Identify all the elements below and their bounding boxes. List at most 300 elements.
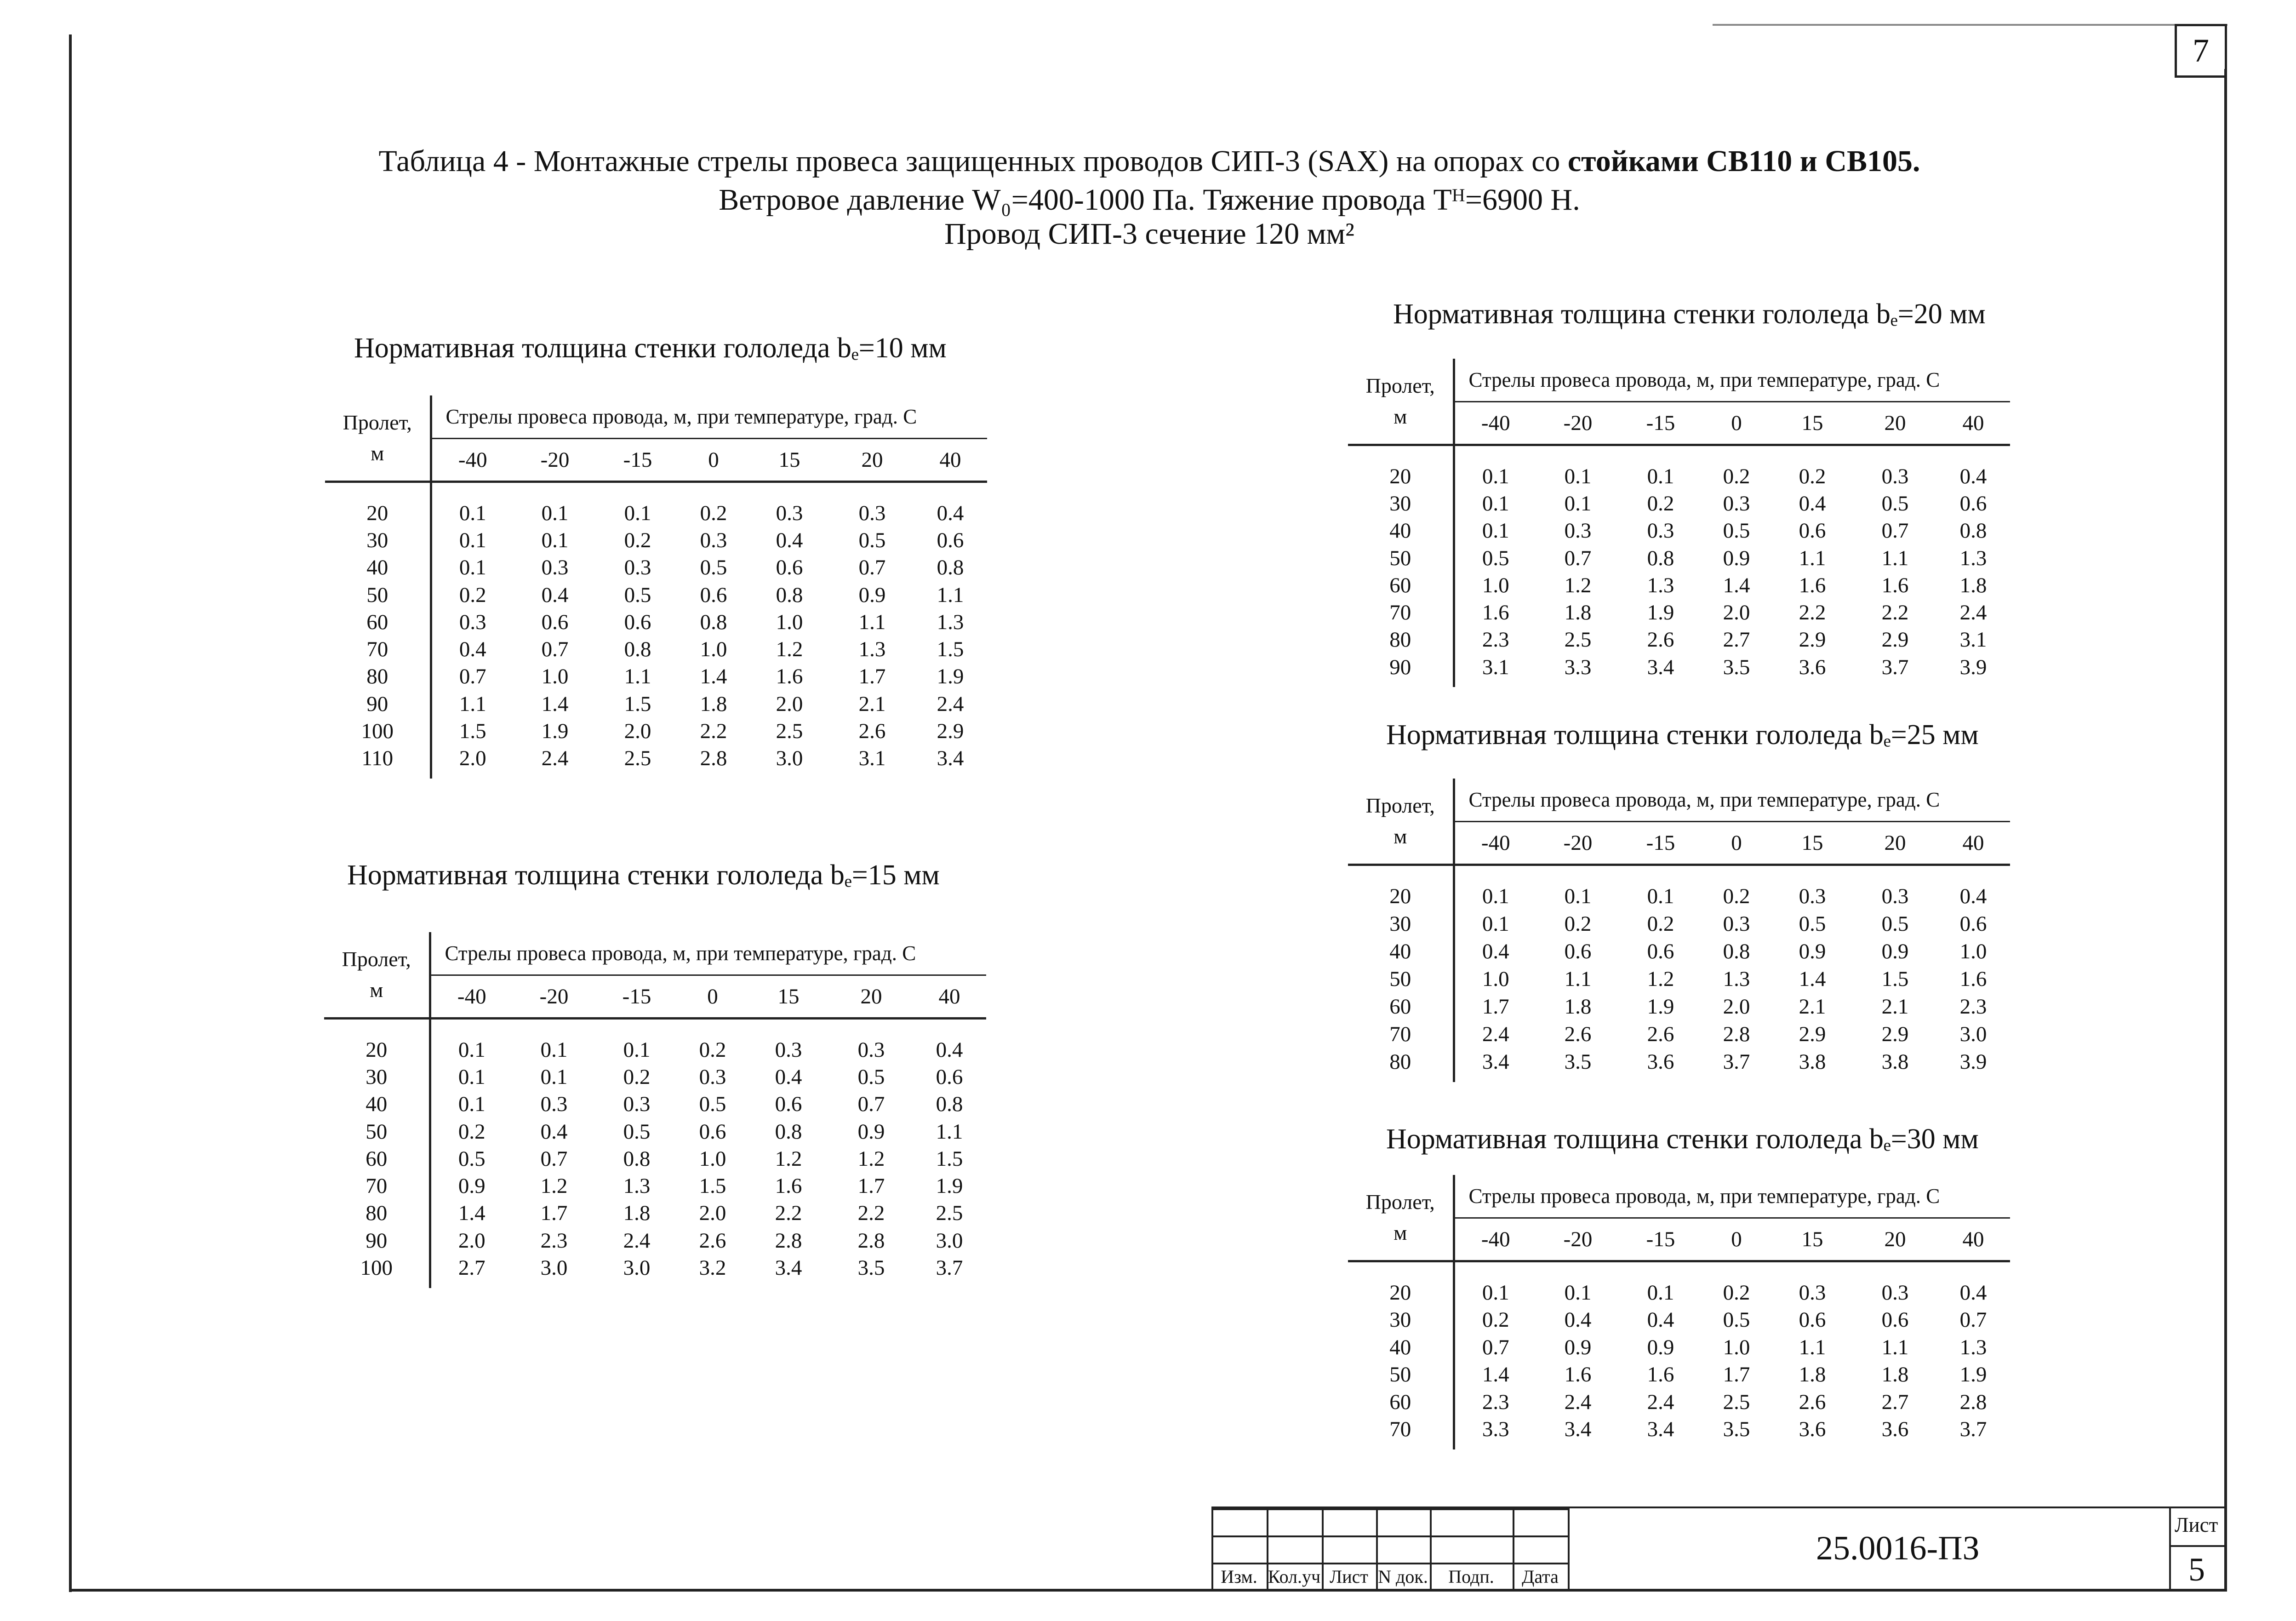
- sag-value: 0.1: [1482, 884, 1509, 908]
- sag-value: 3.4: [775, 1256, 802, 1280]
- sag-value: 0.9: [1647, 1335, 1674, 1359]
- sag-value: 3.0: [540, 1256, 568, 1280]
- sag-value: 1.3: [937, 610, 964, 634]
- sag-value: 2.7: [1881, 1390, 1909, 1414]
- spacer-cell: [1454, 681, 1536, 687]
- spacer-cell: [679, 482, 748, 500]
- table-row: [325, 554, 987, 581]
- span-value: 30: [1348, 1306, 1454, 1334]
- temperature-header: 20: [830, 975, 913, 1019]
- sag-value: 2.1: [1881, 995, 1909, 1019]
- sag-value: 0.9: [1723, 546, 1750, 570]
- spacer-cell: [1702, 681, 1771, 687]
- spacer-cell: [678, 1019, 747, 1037]
- sag-header-label: Стрелы провеса провода, м, при температуре, град. С: [431, 395, 987, 439]
- temperature-header: -40: [431, 439, 514, 482]
- sag-value: 2.6: [1647, 1022, 1674, 1046]
- span-value: 110: [325, 745, 431, 772]
- spacer-cell: [914, 482, 987, 500]
- sag-header-label: Стрелы провеса провода, м, при температуре, град. С: [1454, 359, 2010, 402]
- table-row: [1348, 490, 2010, 517]
- sag-value: 1.9: [1647, 601, 1674, 625]
- sag-value: 0.8: [623, 1146, 651, 1171]
- spacer-cell: [914, 772, 987, 779]
- sag-value: 2.4: [1482, 1022, 1509, 1046]
- spacer-cell: [1454, 865, 1536, 883]
- sag-value: 0.7: [858, 556, 886, 580]
- sag-value: 0.9: [1799, 939, 1826, 963]
- frame-right-border: [2224, 69, 2227, 1592]
- spacer-cell: [596, 482, 679, 500]
- sag-value: 1.2: [1647, 967, 1674, 991]
- spacer-cell: [747, 1282, 830, 1288]
- sag-value: 1.1: [1564, 967, 1592, 991]
- table-row: [325, 527, 987, 554]
- sag-value: 1.4: [1723, 573, 1750, 597]
- sag-table-20mm: [1348, 359, 2010, 687]
- temperature-header: 15: [1771, 1218, 1854, 1261]
- sag-value: 3.8: [1881, 1050, 1909, 1074]
- sag-value: 0.2: [1799, 464, 1826, 488]
- sag-value: 0.8: [624, 637, 651, 662]
- sag-value: 0.3: [1799, 1280, 1826, 1305]
- sag-value: 1.0: [1482, 573, 1509, 597]
- sag-value: 3.6: [1647, 1050, 1674, 1074]
- sag-value: 0.1: [540, 1065, 568, 1089]
- sag-value: 0.8: [1723, 939, 1750, 963]
- sag-value: 2.5: [624, 746, 651, 771]
- sag-value: 0.1: [1482, 519, 1509, 543]
- sag-value: 3.3: [1564, 655, 1592, 679]
- sag-value: 1.3: [1959, 1335, 1987, 1359]
- table-row: [324, 1227, 986, 1254]
- sag-value: 1.5: [459, 719, 486, 744]
- sag-value: 1.9: [541, 719, 569, 744]
- temperature-header: 40: [1936, 822, 2010, 865]
- sag-value: 3.6: [1799, 1417, 1826, 1442]
- spacer-cell: [430, 1282, 513, 1288]
- sag-value: 2.0: [458, 1228, 485, 1253]
- spacer-cell: [1771, 445, 1854, 463]
- table-row: [1348, 517, 2010, 544]
- sag-value: 0.6: [775, 1092, 802, 1117]
- span-header-unit: м: [1394, 1220, 1407, 1244]
- spacer-cell: [1454, 1261, 1536, 1279]
- table-title-15mm: Нормативная толщина стенки гололеда bₑ=15 мм: [347, 859, 940, 891]
- sag-value: 1.7: [857, 1174, 885, 1198]
- table-title-10mm: Нормативная толщина стенки гололеда bₑ=10 мм: [354, 332, 947, 364]
- sag-value: 1.5: [1881, 967, 1909, 991]
- sag-value: 1.7: [540, 1201, 568, 1226]
- sag-value: 3.5: [1723, 655, 1750, 679]
- spacer-cell: [1454, 1443, 1536, 1449]
- spacer-cell: [679, 772, 748, 779]
- table-row: [1348, 910, 2010, 938]
- sag-value: 3.0: [776, 746, 803, 771]
- span-value: 20: [324, 1036, 430, 1063]
- sag-value: 3.9: [1959, 655, 1987, 679]
- spacer-cell: [1771, 681, 1854, 687]
- sag-header-label: Стрелы провеса провода, м, при температуре, град. С: [430, 932, 986, 975]
- sag-value: 3.6: [1799, 655, 1826, 679]
- sag-value: 3.2: [699, 1256, 726, 1280]
- spacer-cell: [431, 482, 514, 500]
- table-row: [325, 717, 987, 745]
- sag-value: 0.4: [937, 501, 964, 525]
- table-row: [325, 608, 987, 636]
- span-header-unit: м: [1394, 404, 1407, 428]
- sag-value: 0.5: [624, 583, 651, 607]
- sag-value: 0.3: [858, 501, 886, 525]
- spacer-cell: [1936, 1261, 2010, 1279]
- sag-value: 1.0: [699, 1146, 726, 1171]
- sag-value: 2.8: [700, 746, 727, 771]
- table-row: [324, 1254, 986, 1281]
- sag-value: 1.4: [458, 1201, 485, 1226]
- sag-value: 2.5: [1723, 1390, 1750, 1414]
- spacer-cell: [431, 772, 514, 779]
- span-value: 70: [1348, 1020, 1454, 1048]
- temperature-header: 20: [1854, 822, 1936, 865]
- sag-value: 0.4: [1959, 464, 1987, 488]
- sag-value: 2.9: [1799, 628, 1826, 652]
- spacer-cell: [1348, 865, 1454, 883]
- sag-value: 0.9: [458, 1174, 485, 1198]
- frame-left-border: [69, 34, 72, 1592]
- sag-value: 0.7: [1482, 1335, 1509, 1359]
- sag-value: 3.4: [1564, 1417, 1592, 1442]
- sag-value: 2.2: [700, 719, 727, 744]
- temperature-header: 0: [1702, 822, 1771, 865]
- spacer-cell: [831, 482, 914, 500]
- spacer-cell: [1854, 865, 1936, 883]
- spacer-cell: [1536, 1076, 1619, 1082]
- sag-value: 1.0: [1959, 939, 1987, 963]
- sag-value: 2.0: [1723, 601, 1750, 625]
- temperature-header: -20: [1536, 402, 1619, 445]
- sag-value: 0.6: [1647, 939, 1674, 963]
- spacer-cell: [1454, 1076, 1536, 1082]
- temperature-header: 0: [678, 975, 747, 1019]
- sheet-number: 5: [2188, 1551, 2205, 1588]
- span-value: 60: [1348, 1388, 1454, 1416]
- temperature-header: -40: [1454, 822, 1536, 865]
- sag-value: 1.2: [857, 1146, 885, 1171]
- temperature-header: 40: [914, 439, 987, 482]
- sag-value: 0.3: [540, 1092, 568, 1117]
- page-number: 7: [2193, 32, 2209, 69]
- sag-value: 3.3: [1482, 1417, 1509, 1442]
- sag-value: 1.2: [775, 1146, 802, 1171]
- sag-value: 0.2: [623, 1065, 651, 1089]
- temperature-header: -15: [1619, 822, 1702, 865]
- sag-value: 2.2: [1881, 601, 1909, 625]
- title-block-column-label: Лист: [1330, 1566, 1368, 1587]
- spacer-cell: [1771, 1076, 1854, 1082]
- table-title-25mm: Нормативная толщина стенки гололеда bₑ=25 мм: [1386, 719, 1979, 750]
- sag-value: 1.7: [858, 664, 886, 689]
- sag-value: 1.3: [858, 637, 886, 662]
- spacer-cell: [1348, 681, 1454, 687]
- span-value: 40: [1348, 1334, 1454, 1361]
- spacer-cell: [1619, 1443, 1702, 1449]
- spacer-cell: [1771, 1443, 1854, 1449]
- sag-value: 0.3: [1881, 1280, 1909, 1305]
- spacer-cell: [1536, 1443, 1619, 1449]
- span-header-cell: [325, 395, 431, 482]
- caption-bold: стойками СВ110 и СВ105.: [1567, 144, 1920, 178]
- sag-value: 0.1: [1482, 1280, 1509, 1305]
- temperature-header: 40: [1936, 402, 2010, 445]
- sag-value: 0.8: [775, 1119, 802, 1144]
- span-value: 90: [325, 690, 431, 717]
- sag-value: 0.1: [459, 528, 486, 552]
- temperature-header: -40: [1454, 1218, 1536, 1261]
- sag-value: 0.3: [699, 1065, 726, 1089]
- span-value: 90: [1348, 653, 1454, 681]
- span-header-cell: [1348, 359, 1454, 445]
- sag-value: 1.5: [624, 692, 651, 716]
- span-value: 20: [1348, 463, 1454, 490]
- sag-value: 0.3: [775, 1037, 802, 1062]
- temperature-header: 20: [1854, 1218, 1936, 1261]
- sag-value: 0.1: [458, 1037, 485, 1062]
- sag-value: 1.9: [937, 664, 964, 689]
- sag-value: 0.1: [1564, 1280, 1592, 1305]
- spacer-cell: [1619, 865, 1702, 883]
- sag-value: 0.5: [1881, 912, 1909, 936]
- sag-value: 3.0: [936, 1228, 963, 1253]
- sag-value: 1.5: [936, 1146, 963, 1171]
- caption-line-2: Ветровое давление W₀=400-1000 Па. Тяжение провода Tᴴ=6900 Н.: [719, 183, 1580, 217]
- sag-value: 0.9: [858, 583, 886, 607]
- span-header-cell: [1348, 779, 1454, 865]
- sag-value: 2.8: [1723, 1022, 1750, 1046]
- sag-value: 1.1: [1799, 546, 1826, 570]
- spacer-cell: [1536, 445, 1619, 463]
- page-number-box: [2175, 24, 2227, 78]
- spacer-cell: [595, 1019, 678, 1037]
- sag-value: 0.2: [1564, 912, 1592, 936]
- span-value: 20: [1348, 882, 1454, 910]
- span-value: 20: [325, 499, 431, 527]
- table-row: [1348, 1048, 2010, 1076]
- sheet-label: Лист: [2175, 1513, 2218, 1536]
- spacer-cell: [748, 482, 831, 500]
- sag-value: 0.4: [1799, 491, 1826, 516]
- sag-value: 2.3: [1482, 628, 1509, 652]
- spacer-cell: [1619, 1076, 1702, 1082]
- span-value: 80: [325, 663, 431, 690]
- spacer-cell: [1702, 1261, 1771, 1279]
- spacer-cell: [1771, 865, 1854, 883]
- spacer-cell: [1936, 445, 2010, 463]
- sag-value: 0.4: [540, 1119, 568, 1144]
- sag-value: 2.1: [858, 692, 886, 716]
- temperature-header: 40: [913, 975, 986, 1019]
- sag-value: 0.1: [459, 556, 486, 580]
- sag-value: 1.0: [700, 637, 727, 662]
- span-header-cell: [1348, 1175, 1454, 1261]
- sag-value: 0.4: [1959, 884, 1987, 908]
- sag-value: 0.5: [699, 1092, 726, 1117]
- sag-value: 3.4: [1482, 1050, 1509, 1074]
- sag-value: 0.1: [541, 528, 569, 552]
- sag-value: 2.0: [776, 692, 803, 716]
- sag-header-label: Стрелы провеса провода, м, при температуре, град. С: [1454, 1175, 2010, 1218]
- sag-value: 0.3: [1881, 464, 1909, 488]
- span-value: 30: [325, 527, 431, 554]
- temperature-header: -20: [1536, 822, 1619, 865]
- sag-value: 0.2: [1723, 1280, 1750, 1305]
- table-row: [1348, 1279, 2010, 1306]
- table-row: [1348, 965, 2010, 993]
- sag-value: 0.2: [1723, 464, 1750, 488]
- sag-value: 0.5: [1723, 519, 1750, 543]
- sag-value: 2.4: [1564, 1390, 1592, 1414]
- sag-value: 3.7: [1723, 1050, 1750, 1074]
- sag-value: 2.4: [937, 692, 964, 716]
- sag-value: 1.3: [1959, 546, 1987, 570]
- sag-value: 0.3: [857, 1037, 885, 1062]
- sag-value: 1.7: [1482, 995, 1509, 1019]
- spacer-cell: [1454, 445, 1536, 463]
- sag-value: 1.1: [858, 610, 886, 634]
- sag-value: 3.0: [623, 1256, 651, 1280]
- span-value: 90: [324, 1227, 430, 1254]
- table-row: [1348, 1306, 2010, 1334]
- sag-value: 2.5: [1564, 628, 1592, 652]
- sag-value: 2.7: [458, 1256, 485, 1280]
- spacer-cell: [1854, 1261, 1936, 1279]
- sag-value: 0.3: [1723, 912, 1750, 936]
- sag-value: 2.4: [1647, 1390, 1674, 1414]
- table-row: [324, 1063, 986, 1090]
- sag-value: 0.8: [776, 583, 803, 607]
- sag-value: 1.6: [775, 1174, 802, 1198]
- sag-value: 1.8: [1881, 1363, 1909, 1387]
- spacer-cell: [1536, 1261, 1619, 1279]
- sag-value: 0.5: [458, 1146, 485, 1171]
- temperature-header: -20: [1536, 1218, 1619, 1261]
- spacer-cell: [1619, 1261, 1702, 1279]
- sag-value: 3.5: [857, 1256, 885, 1280]
- sag-value: 2.0: [1723, 995, 1750, 1019]
- span-value: 70: [325, 636, 431, 663]
- table-row: [1348, 626, 2010, 653]
- sag-value: 0.7: [1564, 546, 1592, 570]
- sag-value: 2.0: [459, 746, 486, 771]
- span-value: 70: [1348, 1416, 1454, 1443]
- sag-value: 3.8: [1799, 1050, 1826, 1074]
- sag-value: 0.3: [700, 528, 727, 552]
- sag-value: 0.1: [1564, 464, 1592, 488]
- spacer-cell: [747, 1019, 830, 1037]
- sag-value: 0.2: [700, 501, 727, 525]
- spacer-cell: [1854, 445, 1936, 463]
- span-header-label: Пролет,: [1365, 793, 1435, 817]
- sag-value: 0.1: [1564, 491, 1592, 516]
- temperature-header: 15: [747, 975, 830, 1019]
- sag-value: 3.0: [1959, 1022, 1987, 1046]
- sag-value: 0.3: [1799, 884, 1826, 908]
- table-row: [324, 1118, 986, 1145]
- temperature-header: -20: [514, 439, 596, 482]
- spacer-cell: [1348, 445, 1454, 463]
- sag-value: 0.7: [857, 1092, 885, 1117]
- sag-value: 0.8: [1647, 546, 1674, 570]
- spacer-cell: [1702, 445, 1771, 463]
- spacer-cell: [1348, 1261, 1454, 1279]
- table-title-30mm: Нормативная толщина стенки гололеда bₑ=30 мм: [1386, 1123, 1979, 1155]
- sag-value: 2.0: [624, 719, 651, 744]
- temperature-header: 15: [1771, 822, 1854, 865]
- span-header-label: Пролет,: [343, 410, 412, 434]
- sag-value: 1.3: [1723, 967, 1750, 991]
- sag-value: 0.4: [775, 1065, 802, 1089]
- sag-value: 0.6: [1881, 1308, 1909, 1332]
- sag-value: 0.7: [1881, 519, 1909, 543]
- spacer-cell: [324, 1019, 430, 1037]
- span-value: 40: [324, 1091, 430, 1118]
- span-header-cell: [324, 932, 430, 1019]
- sag-value: 0.3: [623, 1092, 651, 1117]
- sag-value: 1.0: [1482, 967, 1509, 991]
- sag-value: 0.5: [1881, 491, 1909, 516]
- sag-value: 2.5: [936, 1201, 963, 1226]
- sag-value: 0.1: [459, 501, 486, 525]
- span-header-unit: м: [1394, 824, 1407, 848]
- table-row: [324, 1091, 986, 1118]
- sag-value: 1.1: [459, 692, 486, 716]
- sag-value: 0.2: [1482, 1308, 1509, 1332]
- sag-table-30mm: [1348, 1175, 2010, 1449]
- sag-value: 0.1: [541, 501, 569, 525]
- sag-value: 0.6: [937, 528, 964, 552]
- spacer-cell: [1936, 681, 2010, 687]
- sag-value: 3.4: [1647, 1417, 1674, 1442]
- span-value: 80: [1348, 1048, 1454, 1076]
- sag-value: 2.9: [937, 719, 964, 744]
- sag-value: 2.3: [1482, 1390, 1509, 1414]
- spacer-cell: [913, 1282, 986, 1288]
- document-code: 25.0016-ПЗ: [1816, 1529, 1980, 1567]
- temperature-header: 0: [1702, 1218, 1771, 1261]
- spacer-cell: [1854, 1076, 1936, 1082]
- temperature-header: 15: [1771, 402, 1854, 445]
- span-header-label: Пролет,: [1365, 373, 1435, 397]
- sag-value: 1.0: [541, 664, 569, 689]
- sag-value: 1.2: [776, 637, 803, 662]
- table-row: [1348, 1334, 2010, 1361]
- spacer-cell: [324, 1282, 430, 1288]
- table-row: [325, 581, 987, 608]
- spacer-cell: [678, 1282, 747, 1288]
- title-block-column-label: Подп.: [1448, 1566, 1494, 1587]
- sag-value: 0.7: [459, 664, 486, 689]
- sag-value: 0.5: [1482, 546, 1509, 570]
- sag-value: 0.1: [1482, 464, 1509, 488]
- table-row: [325, 745, 987, 772]
- sag-value: 1.9: [1647, 995, 1674, 1019]
- sag-value: 0.6: [1959, 491, 1987, 516]
- sag-value: 0.2: [459, 583, 486, 607]
- sag-value: 0.1: [1564, 884, 1592, 908]
- table-title-20mm: Нормативная толщина стенки гололеда bₑ=20 мм: [1393, 298, 1986, 330]
- sag-value: 3.1: [1482, 655, 1509, 679]
- sag-value: 0.1: [458, 1065, 485, 1089]
- sag-value: 0.5: [623, 1119, 651, 1144]
